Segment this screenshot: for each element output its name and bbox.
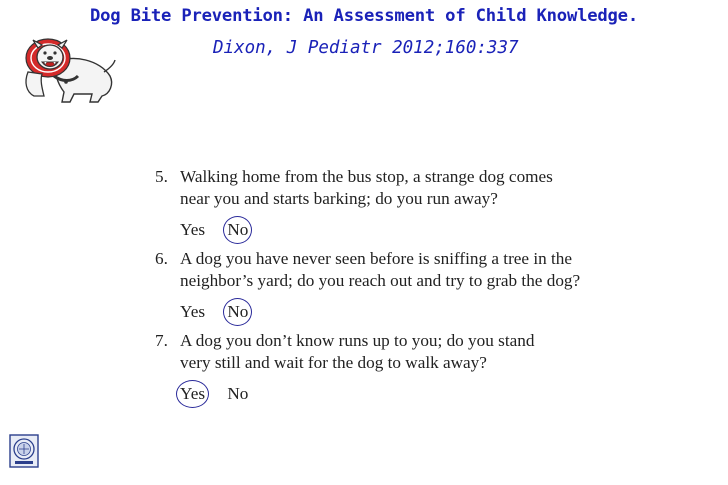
bulldog-mascot-logo [18, 32, 118, 109]
question-number: 5. [155, 167, 168, 186]
citation: Dixon, J Pediatr 2012;160:337 [213, 38, 519, 58]
answer-yes: Yes [180, 383, 205, 405]
question-text-line: Walking home from the bus stop, a strange dog comes [180, 167, 553, 186]
question-item [155, 166, 580, 241]
answer-yes: Yes [180, 302, 206, 321]
answer-yes: Yes [180, 220, 206, 239]
answer-no: No [227, 301, 248, 323]
answer-options [155, 219, 580, 241]
answer-options [155, 383, 580, 405]
answer-circle-mark [223, 298, 252, 326]
answer-options [155, 301, 580, 323]
answer-no: No [227, 384, 249, 403]
question-text-line: A dog you don’t know runs up to you; do you stand [180, 331, 535, 350]
question-text-line: A dog you have never seen before is sniffing a tree in the [180, 249, 573, 268]
answer-no: No [227, 219, 248, 241]
question-text-line: very still and wait for the dog to walk away? [180, 353, 487, 372]
answer-circle-mark [176, 380, 209, 408]
questionnaire [155, 166, 580, 412]
question-number: 7. [155, 331, 168, 350]
question-text-line: near you and starts barking; do you run away? [180, 189, 498, 208]
question-text-line: neighbor’s yard; do you reach out and try to grab the dog? [180, 271, 581, 290]
answer-circle-mark [223, 216, 252, 244]
question-item [155, 248, 580, 323]
question-number: 6. [155, 249, 168, 268]
university-seal [9, 434, 39, 473]
question-item [155, 330, 580, 405]
slide-title: Dog Bite Prevention: An Assessment of Child Knowledge. [90, 6, 638, 26]
